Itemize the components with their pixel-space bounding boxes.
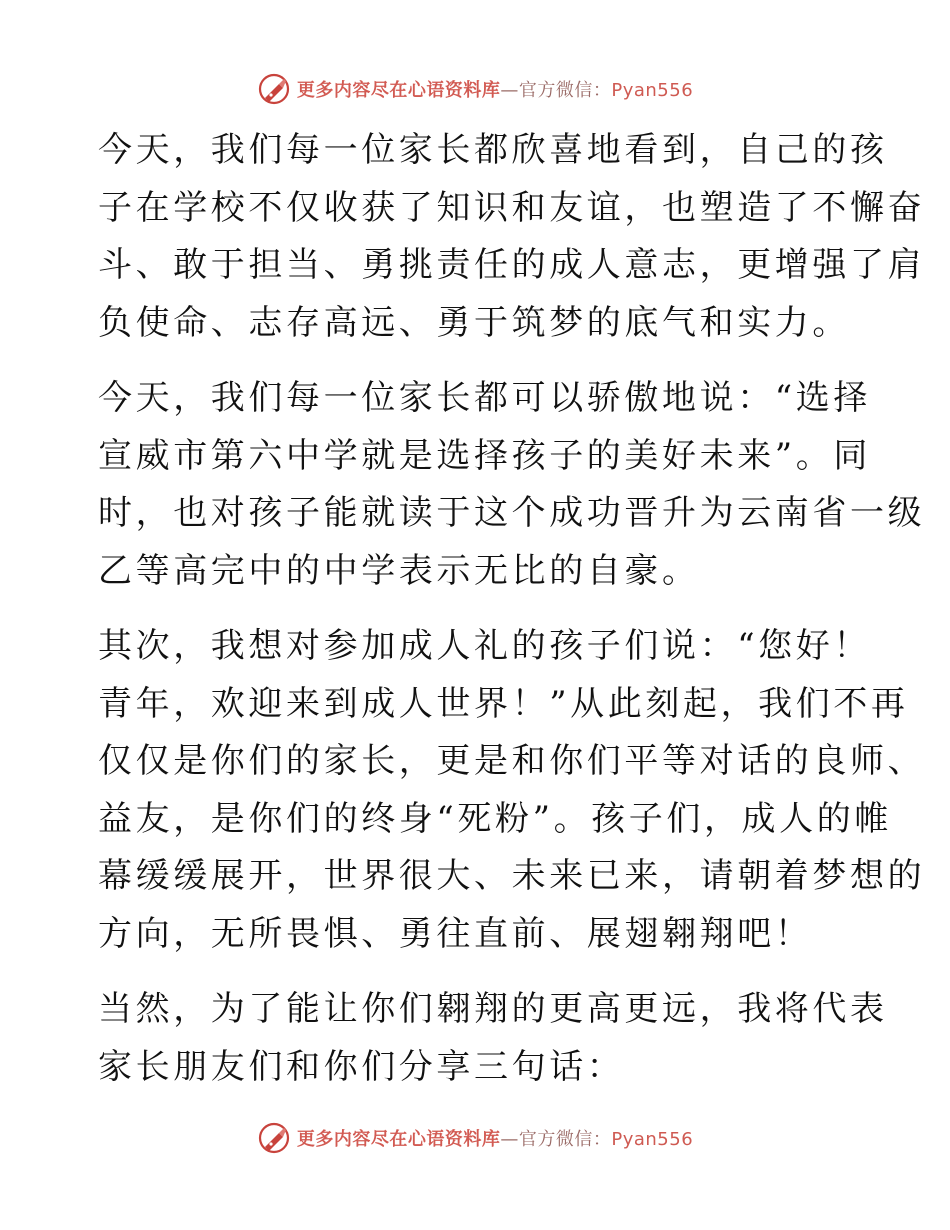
watermark-separator: —	[500, 1129, 519, 1150]
text-line: 益友，是你们的终身“死粉”。孩子们，成人的帷	[98, 798, 892, 839]
paragraph-3	[98, 618, 926, 963]
paragraph-4	[98, 981, 888, 1096]
text-line: 家长朋友们和你们分享三句话：	[98, 1046, 625, 1087]
text-line: 方向，无所畏惧、勇往直前、展翅翱翔吧！	[98, 913, 813, 954]
text-line: 青年，欢迎来到成人世界！”从此刻起，我们不再	[98, 683, 909, 724]
watermark-wechat-id: Pyan556	[611, 1129, 694, 1150]
watermark-official-label: 官方微信：	[518, 1129, 612, 1150]
text-line: 其次，我想对参加成人礼的孩子们说：“您好！	[98, 626, 871, 666]
document-body	[98, 122, 926, 1114]
text-line: 当然，为了能让你们翱翔的更高更远，我将代表	[98, 989, 888, 1029]
watermark-text	[297, 76, 693, 102]
watermark-site-text: 更多内容尽在心语资料库	[296, 80, 501, 101]
text-line: 宣威市第六中学就是选择孩子的美好未来”。同	[98, 435, 871, 476]
watermark-official-label: 官方微信：	[518, 80, 612, 101]
watermark-site-text: 更多内容尽在心语资料库	[296, 1129, 501, 1150]
text-line: 今天，我们每一位家长都欣喜地看到，自己的孩	[98, 130, 888, 170]
paragraph-1	[98, 122, 926, 352]
text-line: 斗、敢于担当、勇挑责任的成人意志，更增强了肩	[98, 245, 926, 285]
footer-watermark	[0, 1121, 950, 1155]
pen-nib-logo-icon	[257, 1121, 291, 1155]
text-line: 乙等高完中的中学表示无比的自豪。	[98, 550, 700, 591]
text-line: 今天，我们每一位家长都可以骄傲地说：“选择	[98, 378, 871, 418]
text-line: 负使命、志存高远、勇于筑梦的底气和实力。	[98, 302, 850, 343]
watermark-wechat-id: Pyan556	[611, 80, 694, 101]
pen-nib-logo-icon	[257, 72, 291, 106]
text-line: 仅仅是你们的家长，更是和你们平等对话的良师、	[98, 741, 926, 781]
header-watermark	[0, 72, 950, 106]
text-line: 幕缓缓展开，世界很大、未来已来，请朝着梦想的	[98, 856, 926, 896]
watermark-text	[297, 1125, 693, 1151]
text-line: 子在学校不仅收获了知识和友谊，也塑造了不懈奋	[98, 187, 926, 228]
paragraph-2	[98, 370, 926, 600]
text-line: 时，也对孩子能就读于这个成功晋升为云南省一级	[98, 493, 926, 533]
watermark-separator: —	[500, 80, 519, 101]
